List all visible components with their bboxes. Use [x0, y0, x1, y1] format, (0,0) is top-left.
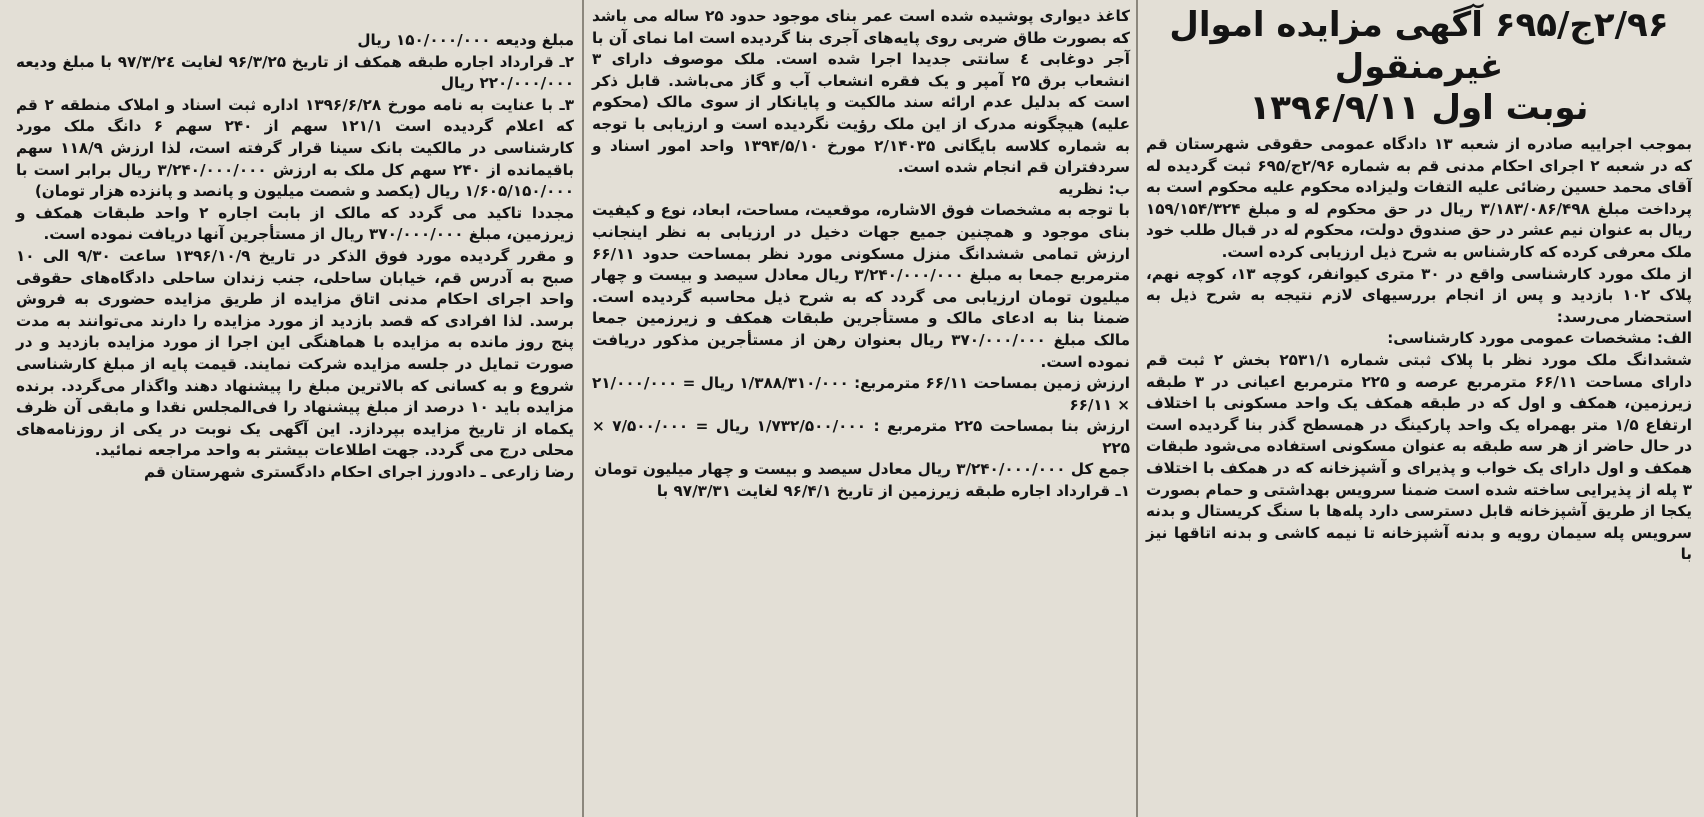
- total-value-line: جمع کل ۳/۲۴۰/۰۰۰/۰۰۰ ریال معادل سیصد و بیست و چهار میلیون تومان: [594, 460, 1130, 479]
- column-divider: [582, 0, 584, 817]
- section-alef-heading: الف: مشخصات عمومی مورد کارشناسی:: [1387, 329, 1692, 348]
- notice-title: ۲/۹۶ج/۶۹۵ آگهی مزایده اموال غیرمنقول: [1169, 5, 1669, 87]
- middle-column: [586, 0, 1138, 817]
- section-be-heading: ب: نظریه: [1058, 179, 1130, 198]
- signature-line: رضا زارعی ـ دادورز اجرای احکام دادگستری شهرستان قم: [143, 462, 574, 481]
- share-valuation-item: ۳ـ با عنایت به نامه مورخ ۱۳۹۶/۶/۲۸ اداره ثبت اسناد و املاک منطقه ۲ قم که اعلام گردیده است ۱۲۱/۱ سهم از ۲۴۰ سهم ۶ دانگ ملک مورد کارشناسی در مالکیت بانک سینا قرار گرفته است، لذا ارزش ۱۱۸/۹ سهم باقیمانده از ۲۴۰ سهم کل ملک به ارزش ۳/۲۴۰/۰۰۰/۰۰۰ ریال برابر است با ۱/۶۰۵/۱۵۰/۰۰۰ ریال (یکصد و شصت میلیون و پانصد و پانزده هزار تومان): [16, 95, 575, 201]
- land-value-line: ارزش زمین بمساحت ۶۶/۱۱ مترمربع: ۱/۳۸۸/۳۱۰/۰۰۰ ریال = ۲۱/۰۰۰/۰۰۰ × ۶۶/۱۱: [592, 374, 1130, 414]
- lease-item-2: ۲ـ قرارداد اجاره طبقه همکف از تاریخ ۹۶/۳/۲۵ لغایت ۹۷/۳/۲٤ با مبلغ ودیعه ۲۲۰/۰۰۰/۰۰۰ ریال: [16, 52, 574, 93]
- property-description-continued: کاغذ دیواری پوشیده شده است عمر بنای موجود حدود ۲۵ ساله می باشد که بصورت طاق ضربی روی پایه‌های آجری بنا گردیده است اما نمای آن با آجر دوغابی ٤ سانتی جدیدا اجرا شده است. ملک موصوف دارای ۳ انشعاب برق ۲۵ آمپر و یک فقره انشعاب آب و گاز می‌باشد. قابل ذکر است که بدلیل عدم ارائه سند مالکیت و پایانکار از سوی مالک (محکوم علیه) هیچگونه مدرک از این ملک رؤیت نگردیده است و ارزیابی با توجه به شماره کلاسه بایگانی ۲/۱۴۰۳۵ مورخ ۱۳۹۴/۵/۱۰ واحد امور اسناد و سردفتران قم انجام شده است.: [592, 7, 1130, 177]
- inspection-paragraph: از ملک مورد کارشناسی واقع در ۳۰ متری کیوانفر، کوچه ۱۳، کوچه نهم، پلاک ۱۰۲ بازدید و پس از انجام بررسیهای لازم نتیجه به شرح ذیل به استحضار می‌رسد:: [1146, 264, 1692, 326]
- left-column: [10, 0, 582, 817]
- deposit-line: مبلغ ودیعه ۱۵۰/۰۰۰/۰۰۰ ریال: [357, 31, 574, 49]
- auction-terms-paragraph: و مقرر گردیده مورد فوق الذکر در تاریخ ۱۳۹۶/۱۰/۹ ساعت ۹/۳۰ الی ۱۰ صبح به آدرس قم، خیابان ساحلی، جنب زندان ساحلی دادگاه‌های حقوقی واحد اجرای احکام مدنی اتاق مزایده از طریق مزایده حضوری به فروش برسد. لذا افرادی که قصد بازدید از مورد مزایده را دارند می‌توانند به مدت پنج روز مانده به مزایده با هماهنگی این اجرا از مورد مزایده بازدید و در صورت تمایل در جلسه مزایده شرکت نمایند. قیمت پایه از مبلغ کارشناسی شروع و به کسانی که بالاترین مبلغ را پیشنهاد دهند واگذار می‌گردد. برنده مزایده باید ۱۰ درصد از مبلغ پیشنهاد را فی‌المجلس نقدا و مابقی آن ظرف یکماه از تاریخ مزایده بپردازد. این آگهی یک نوبت در یکی از روزنامه‌های محلی درج می گردد. جهت اطلاعات بیشتر به واحد مراجعه نمائید.: [16, 246, 574, 460]
- notice-header: [1146, 4, 1692, 128]
- intro-paragraph: بموجب اجراییه صادره از شعبه ۱۳ دادگاه عمومی حقوقی شهرستان قم که در شعبه ۲ اجرای احکام مدنی قم به شماره ۲/۹۶ج/۶۹۵ ثبت گردیده له آقای محمد حسین رضائی علیه التفات ولیزاده محکوم علیه محکوم است به پرداخت مبلغ ۳/۱۸۳/۰۸۶/۴۹۸ ریال در حق محکوم له و مبلغ ۱۵۹/۱۵۴/۳۲۴ ریال به عنوان نیم عشر در حق صندوق دولت، محکوم له در قبال طلب خود ملک معرفی کرده که کارشناس به شرح ذیل ارزیابی کرده است.: [1146, 135, 1692, 261]
- property-description-paragraph: ششدانگ ملک مورد نظر با پلاک ثبتی شماره ۲۵۳۱/۱ بخش ۲ ثبت قم دارای مساحت ۶۶/۱۱ مترمربع عرصه و ۲۲۵ مترمربع اعیانی در ۳ طبقه زیرزمین، همکف و اول که در طبقه همکف یک واحد مسکونی با اختلاف ارتفاع ۱/۵ متر بهمراه یک واحد پارکینگ در همسطح گذر بنا گردیده است در حال حاضر از هر سه طبقه به عنوان مسکونی استفاده می‌شود طبقات همکف و اول دارای یک خواب و پذیرای و آشپزخانه که در همکف با اختلاف ۳ پله از پذیرایی ساخته شده است ضمنا سرویس بهداشتی و حمام بصورت یکجا از طریق آشپزخانه قابل دسترسی دارد پله‌ها با سنگ کریستال و بدنه سرویس پله سیمان رویه و بدنه آشپزخانه تا نیمه کاشی و بدنه اتاقها نیز با: [1146, 350, 1693, 564]
- notice-subtitle: نوبت اول ۱۳۹۶/۹/۱۱: [1249, 88, 1589, 128]
- rent-confirmation-paragraph: مجددا تاکید می گردد که مالک از بابت اجاره ۲ واحد طبقات همکف و زیرزمین، مبلغ ۳۷۰/۰۰۰/۰۰۰ ریال از مستأجرین آنها دریافت نموده است.: [16, 203, 574, 244]
- building-value-line: ارزش بنا بمساحت ۲۲۵ مترمربع : ۱/۷۳۲/۵۰۰/۰۰۰ ریال = ۷/۵۰۰/۰۰۰ × ۲۲۵: [592, 417, 1131, 457]
- right-column: [1140, 0, 1700, 817]
- expert-opinion-paragraph: با توجه به مشخصات فوق الاشاره، موقعیت، مساحت، ابعاد، نوع و کیفیت بنای موجود و همچنین جمیع جهات دخیل در ارزیابی به نظر اینجانب ارزش تمامی ششدانگ منزل مسکونی مورد نظر بمساحت حدود ۶۶/۱۱ مترمربع جمعا به مبلغ ۳/۲۴۰/۰۰۰/۰۰۰ ریال معادل سیصد و بیست و چهار میلیون تومان ارزیابی می گردد که به شرح ذیل محاسبه گردیده است. ضمنا بنا به ادعای مالک و مستأجرین طبقات همکف و زیرزمین جمعا مالک مبلغ ۳۷۰/۰۰۰/۰۰۰ ریال بعنوان رهن از مستأجرین مذکور دریافت نموده است.: [592, 201, 1130, 371]
- lease-item-1: ۱ـ قرارداد اجاره طبقه زیرزمین از تاریخ ۹۶/۴/۱ لغایت ۹۷/۳/۳۱ با: [656, 482, 1130, 501]
